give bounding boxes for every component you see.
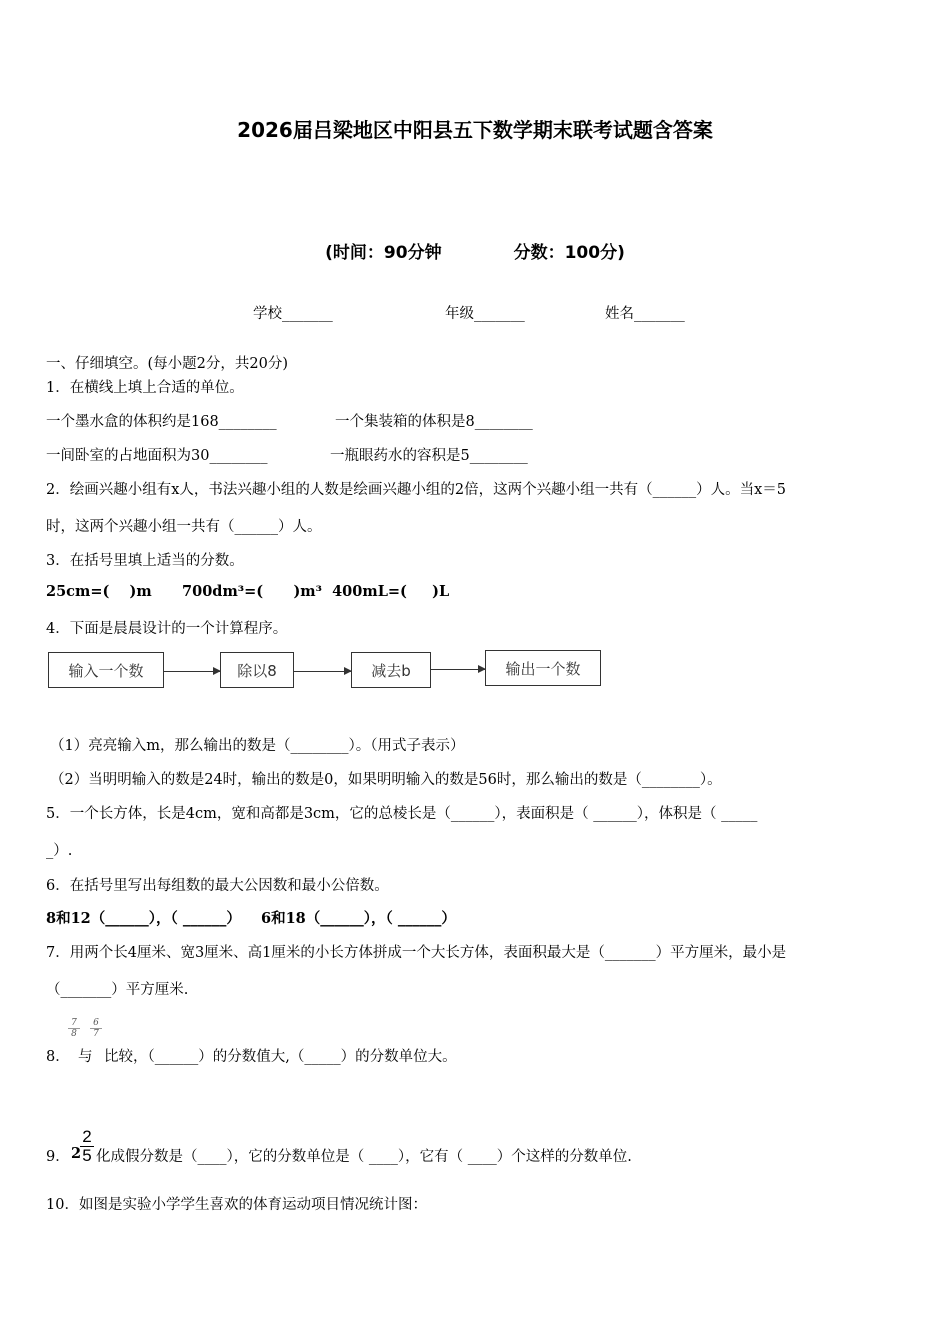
question-7-line2: （_______）平方厘米. <box>46 982 189 998</box>
flow-arrow <box>431 669 485 670</box>
question-1: 1．在横线上填上合适的单位。 <box>46 380 244 396</box>
flow-arrow <box>164 671 220 672</box>
exam-score: 分数：100分) <box>513 243 625 263</box>
question-8-number: 8． <box>46 1049 70 1065</box>
question-6: 6．在括号里写出每组数的最大公因数和最小公倍数。 <box>46 878 389 894</box>
page-title: 2026届吕梁地区中阳县五下数学期末联考试题含答案 <box>237 118 713 142</box>
question-9-number: 9． <box>46 1149 70 1165</box>
name-field[interactable]: 姓名_______ <box>605 306 685 322</box>
question-1-a: 一个墨水盒的体积约是168________ <box>46 414 277 430</box>
question-4-part1: （1）亮亮输入m，那么输出的数是（________）。（用式子表示） <box>50 738 465 754</box>
question-8-and: 与 <box>78 1049 93 1065</box>
question-1-b: 一个集装箱的体积是8________ <box>335 414 533 430</box>
question-1-d: 一瓶眼药水的容积是5________ <box>330 448 528 464</box>
mixed-number-whole: 2 <box>71 1145 82 1162</box>
fraction-denominator: 7 <box>93 1029 99 1039</box>
question-5-line2: _）. <box>46 843 73 859</box>
question-1-c: 一间卧室的占地面积为30________ <box>46 448 268 464</box>
question-3-items: 25cm=( )m 700dm³=( )m³ 400mL=( )L <box>46 583 450 600</box>
section-heading: 一、仔细填空。(每小题2分，共20分) <box>46 356 288 372</box>
fraction-7-8 <box>68 1018 80 1039</box>
question-2-line1: 2．绘画兴趣小组有x人，书法兴趣小组的人数是绘画兴趣小组的2倍，这两个兴趣小组一共有（______）人。当x＝5 <box>46 482 787 498</box>
fraction-numerator: 2 <box>80 1128 94 1147</box>
question-4: 4．下面是晨晨设计的一个计算程序。 <box>46 621 288 637</box>
fraction-numerator: 6 <box>90 1018 102 1029</box>
exam-time: (时间：90分钟 <box>325 243 442 263</box>
flow-input-box: 输入一个数 <box>48 652 164 688</box>
exam-info <box>0 238 950 263</box>
grade-field[interactable]: 年级_______ <box>445 306 525 322</box>
flow-output-box: 输出一个数 <box>485 650 601 686</box>
school-field[interactable]: 学校_______ <box>253 306 333 322</box>
question-9-text: 化成假分数是（____），它的分数单位是（ ____），它有（ ____）个这样的分数单位. <box>96 1149 632 1165</box>
question-3: 3．在括号里填上适当的分数。 <box>46 553 244 569</box>
flow-arrow <box>294 671 351 672</box>
flow-divide-box: 除以8 <box>220 652 294 688</box>
question-4-part2: （2）当明明输入的数是24时，输出的数是0，如果明明输入的数是56时，那么输出的数是（________）。 <box>50 772 722 788</box>
fraction-numerator: 7 <box>68 1018 80 1029</box>
fraction-6-7 <box>90 1018 102 1039</box>
fraction-denominator: 5 <box>82 1145 92 1165</box>
question-2-line2: 时，这两个兴趣小组一共有（______）人。 <box>46 519 322 535</box>
mixed-number-fraction <box>80 1128 94 1165</box>
question-6-items: 8和12（______），（ ______） 6和18（______），（ ______） <box>46 910 456 927</box>
question-5-line1: 5．一个长方体，长是4cm，宽和高都是3cm，它的总棱长是（______），表面积是（ ______），体积是（ _____ <box>46 806 758 822</box>
question-10: 10．如图是实验小学学生喜欢的体育运动项目情况统计图： <box>46 1197 427 1213</box>
flow-subtract-box: 减去b <box>351 652 431 688</box>
question-7-line1: 7．用两个长4厘米、宽3厘米、高1厘米的小长方体拼成一个大长方体，表面积最大是（_______）平方厘米，最小是 <box>46 945 787 961</box>
fraction-denominator: 8 <box>71 1029 77 1039</box>
question-8-text: 比较，（______）的分数值大,（_____）的分数单位大。 <box>104 1049 457 1065</box>
